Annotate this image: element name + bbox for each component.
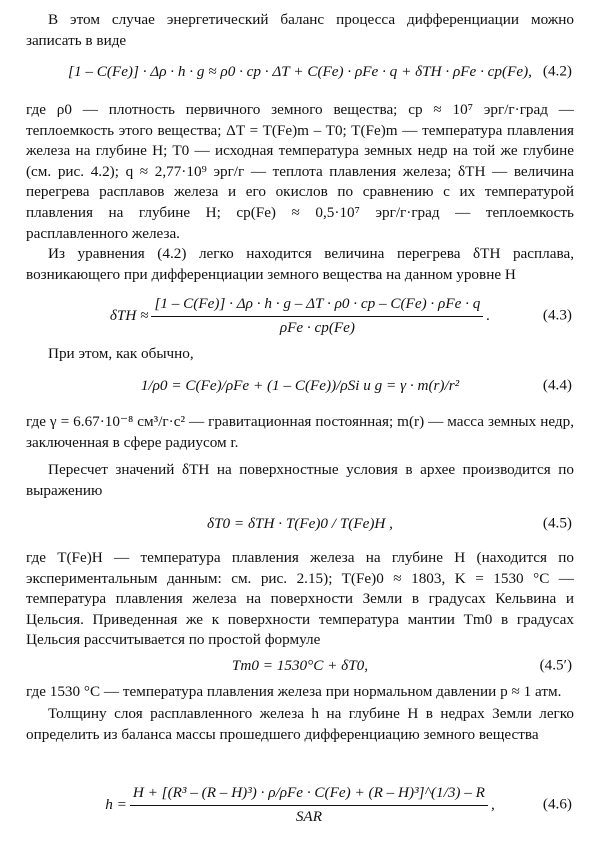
- equation-4-6-number: (4.6): [542, 795, 572, 813]
- equation-4-3-fraction: [151, 294, 483, 338]
- equation-4-4: [26, 364, 574, 408]
- equation-4-3-denominator: ρFe · cp(Fe): [279, 318, 355, 336]
- paragraph-melting: где T(Fe)H — температура плавления железа на глубине H (находится по экспериментальным данным: см. рис. 2.15); T(Fe)0 ≈ 1803, K = 1530 °C — температура плавления железа на поверхности Земли в градусах Кельвина и Цельсия. Приведенная же к поверхности температура мантии Tm0 в градусах Цельсия рассчитывается по простой формуле: [26, 549, 574, 649]
- paragraph-overheat: Из уравнения (4.2) легко находится величина перегрева δTH расплава, возникающего при дифференциации земного вещества на данном уровне H: [26, 245, 574, 283]
- equation-4-6-lhs: h =: [105, 795, 127, 813]
- equation-4-3-number: (4.3): [542, 306, 572, 324]
- equation-4-2-body: [68, 62, 532, 83]
- equation-4-5-prime-body: Tm0 = 1530°C + δT0,: [231, 656, 369, 674]
- equation-4-4-number: (4.4): [542, 376, 572, 394]
- equation-4-6-body: [105, 783, 495, 827]
- equation-4-6-fraction: [130, 783, 488, 827]
- equation-4-5-prime: [26, 650, 574, 682]
- paragraph-thickness: Толщину слоя расплавленного железа h на глубине H в недрах Земли легко определить из баланса массы прошедшего дифференциацию земного вещества: [26, 705, 574, 743]
- paragraph-gravity: где γ = 6.67·10⁻⁸ см³/г·c² — гравитационная постоянная; m(r) — масса земных недр, заключенная в сфере радиусом r.: [26, 413, 574, 451]
- equation-4-2: [26, 52, 574, 92]
- equation-4-6-denominator: SAR: [295, 807, 322, 825]
- paragraph-definitions: где ρ0 — плотность первичного земного вещества; cp ≈ 10⁷ эрг/г·град — теплоемкость этого вещества; ΔT = T(Fe)m – T0; T(Fe)m — температура плавления железа на глубине H; T0 — исходная температура земных недр на той же глубине (см. рис. 4.2); q ≈ 2,77·10⁹ эрг/г — теплота плавления железа; δTH — величина перегрева расплавов железа и его окислов по сравнению с их температурой плавления на глубине H; cp(Fe) ≈ 0,5·10⁷ эрг/г·град — теплоемкость расплавленного железа.: [26, 101, 574, 242]
- paragraph-intro: В этом случае энергетический баланс процесса дифференциации можно записать в виде: [26, 11, 574, 49]
- equation-4-2-number: (4.2): [542, 62, 572, 80]
- equation-4-3: [26, 290, 574, 342]
- equation-4-6-numerator: H + [(R³ – (R – H)³) · ρ/ρFe · C(Fe) + (R – H)³]^(1/3) – R: [130, 783, 488, 806]
- equation-4-3-lhs: δTH ≈: [109, 306, 149, 324]
- equation-4-5-prime-number: (4.5′): [539, 656, 572, 674]
- equation-4-5-number: (4.5): [542, 514, 572, 532]
- equation-4-3-body: δTH ≈ $\frac{\text{[1 – C(Fe)] · Δρ · h · g – ΔT · ρ0 · cp – C(Fe) · ρFe · q}}{\text{ρFe · cp(Fe)}}$ .: [110, 294, 490, 338]
- equation-4-5: [26, 502, 574, 546]
- equation-4-2-lhs: [1 – C(Fe)] · Δρ · h · g: [68, 62, 205, 80]
- equation-4-3-numerator: [1 – C(Fe)] · Δρ · h · g – ΔT · ρ0 · cp – C(Fe) · ρFe · q: [151, 294, 483, 317]
- equation-4-5-body: δT0 = δTH · T(Fe)0 / T(Fe)H ,: [207, 514, 393, 532]
- paragraph-recalc: Пересчет значений δTH на поверхностные условия в архее производится по выражению: [26, 461, 574, 499]
- equation-4-4-body: 1/ρ0 = C(Fe)/ρFe + (1 – C(Fe))/ρSi и g = γ · m(r)/r²: [140, 376, 460, 394]
- equation-4-6: [26, 768, 574, 842]
- equation-4-6-trail: ,: [490, 795, 495, 813]
- equation-4-2-rhs: ≈ ρ0 · cp · ΔT + C(Fe) · ρFe · q + δTH · ρFe · cp(Fe),: [208, 62, 532, 80]
- paragraph-as-usual: При этом, как обычно,: [48, 345, 194, 362]
- paragraph-normal-pressure: где 1530 °C — температура плавления железа при нормальном давлении p ≈ 1 атм.: [26, 683, 562, 700]
